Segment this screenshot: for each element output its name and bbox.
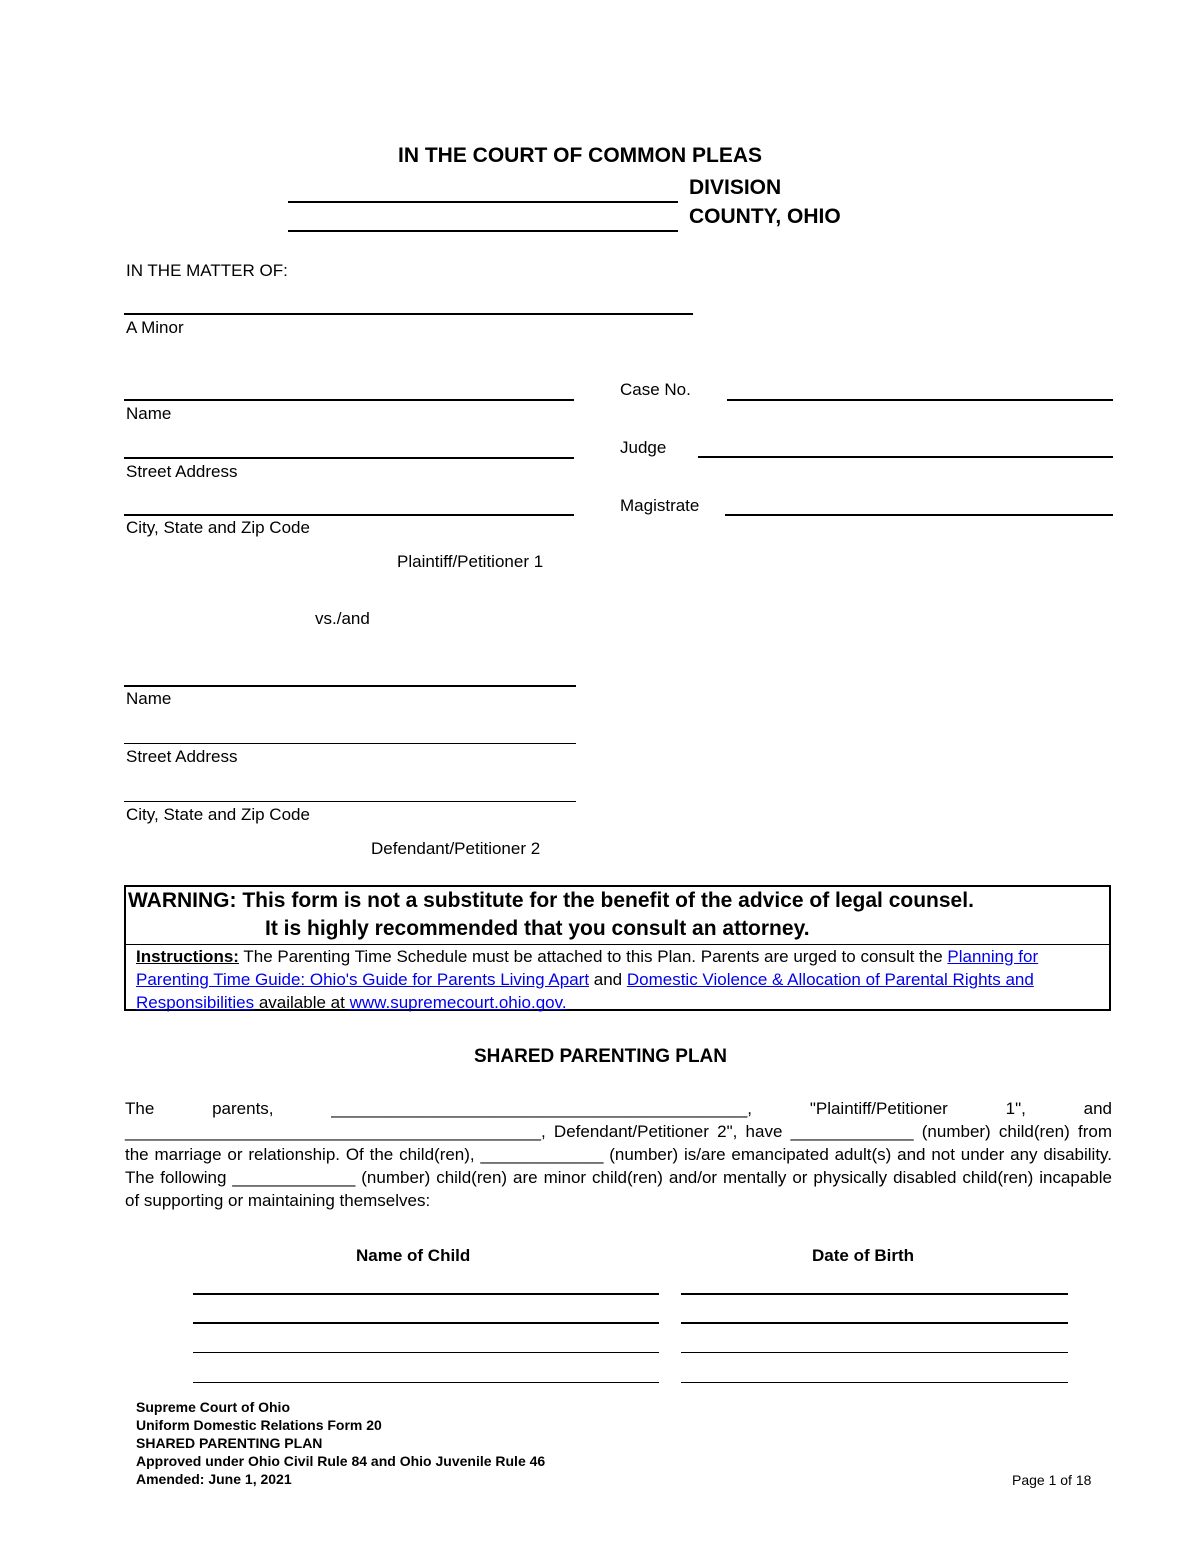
- date-of-birth-header: Date of Birth: [812, 1246, 914, 1265]
- instructions-label: Instructions:: [136, 947, 239, 966]
- child-name-line[interactable]: [193, 1352, 659, 1353]
- and-text: and: [589, 970, 627, 989]
- form-footer: [136, 1398, 545, 1488]
- party2-street-label: Street Address: [126, 747, 238, 766]
- division-blank-line[interactable]: [288, 201, 678, 203]
- party1-role-label: Plaintiff/Petitioner 1: [397, 552, 544, 571]
- party2-city-line[interactable]: [124, 801, 576, 802]
- division-label: DIVISION: [689, 176, 782, 199]
- child-dob-line[interactable]: [681, 1382, 1068, 1383]
- plan-intro-paragraph: The parents, ____________________________________________, "Plaintiff/Petitioner 1", and ____________________________________________, Defendant/Petitioner 2", have _____________ (number) child(ren) from the marriage or relationship. Of the child(ren), _____________ (number) is/are emancipated adult(s) and not under any disability. The following _____________ (number) child(ren) are minor child(ren) and/or mentally or physically disabled child(ren) incapable of supporting or maintaining themselves:: [125, 1099, 1112, 1210]
- footer-approval: Approved under Ohio Civil Rule 84 and Ohio Juvenile Rule 46: [136, 1453, 546, 1469]
- child-name-line[interactable]: [193, 1293, 659, 1295]
- party2-street-line[interactable]: [124, 743, 576, 744]
- warning-box: [124, 885, 1111, 1011]
- plan-title: SHARED PARENTING PLAN: [474, 1046, 727, 1067]
- party1-city-line[interactable]: [124, 514, 574, 516]
- party2-name-label: Name: [126, 689, 172, 708]
- county-label: COUNTY, OHIO: [689, 205, 841, 228]
- party1-street-line[interactable]: [124, 457, 574, 459]
- magistrate-line[interactable]: [725, 514, 1113, 516]
- instructions-body: The Parenting Time Schedule must be attached to this Plan. Parents are urged to consult the: [238, 947, 948, 966]
- footer-form-number: Uniform Domestic Relations Form 20: [136, 1417, 382, 1433]
- footer-amended: Amended: June 1, 2021: [136, 1471, 292, 1487]
- warning-line-1: WARNING: This form is not a substitute for the benefit of the advice of legal counsel.: [128, 889, 974, 912]
- party1-city-label: City, State and Zip Code: [126, 518, 310, 537]
- party1-name-label: Name: [126, 404, 172, 423]
- child-name-line[interactable]: [193, 1322, 659, 1324]
- judge-line[interactable]: [698, 456, 1113, 458]
- county-blank-line[interactable]: [288, 230, 678, 232]
- party1-name-line[interactable]: [124, 399, 574, 401]
- minor-name-line[interactable]: [124, 313, 693, 315]
- judge-label: Judge: [620, 438, 667, 457]
- parenting-time-guide-link[interactable]: Planning for Parenting Time Guide: Ohio's Guide for Parents Living Apart: [136, 947, 1039, 989]
- case-no-label: Case No.: [620, 380, 691, 399]
- child-dob-line[interactable]: [681, 1293, 1068, 1295]
- party2-name-line[interactable]: [124, 685, 576, 687]
- a-minor-label: A Minor: [126, 318, 184, 337]
- name-of-child-header: Name of Child: [356, 1246, 471, 1265]
- instructions-text: [136, 945, 1104, 1014]
- case-no-line[interactable]: [727, 399, 1113, 401]
- party2-role-label: Defendant/Petitioner 2: [371, 839, 541, 858]
- available-at-text: available at: [254, 993, 350, 1012]
- supreme-court-website-link[interactable]: www.supremecourt.ohio.gov.: [349, 993, 567, 1012]
- court-title: IN THE COURT OF COMMON PLEAS: [398, 144, 762, 167]
- child-name-line[interactable]: [193, 1382, 659, 1383]
- domestic-violence-guide-link[interactable]: Domestic Violence & Allocation of Parental Rights and Responsibilities: [136, 970, 1034, 1012]
- matter-of-label: IN THE MATTER OF:: [126, 261, 288, 280]
- page-number: Page 1 of 18: [1012, 1472, 1092, 1488]
- warning-line-2: It is highly recommended that you consult an attorney.: [265, 917, 810, 940]
- child-dob-line[interactable]: [681, 1322, 1068, 1324]
- party2-city-label: City, State and Zip Code: [126, 805, 310, 824]
- warning-header: [126, 887, 1109, 945]
- footer-court: Supreme Court of Ohio: [136, 1399, 290, 1415]
- party1-street-label: Street Address: [126, 462, 238, 481]
- vs-label: vs./and: [315, 609, 370, 628]
- magistrate-label: Magistrate: [620, 496, 700, 515]
- footer-form-title: SHARED PARENTING PLAN: [136, 1435, 323, 1451]
- child-dob-line[interactable]: [681, 1352, 1068, 1353]
